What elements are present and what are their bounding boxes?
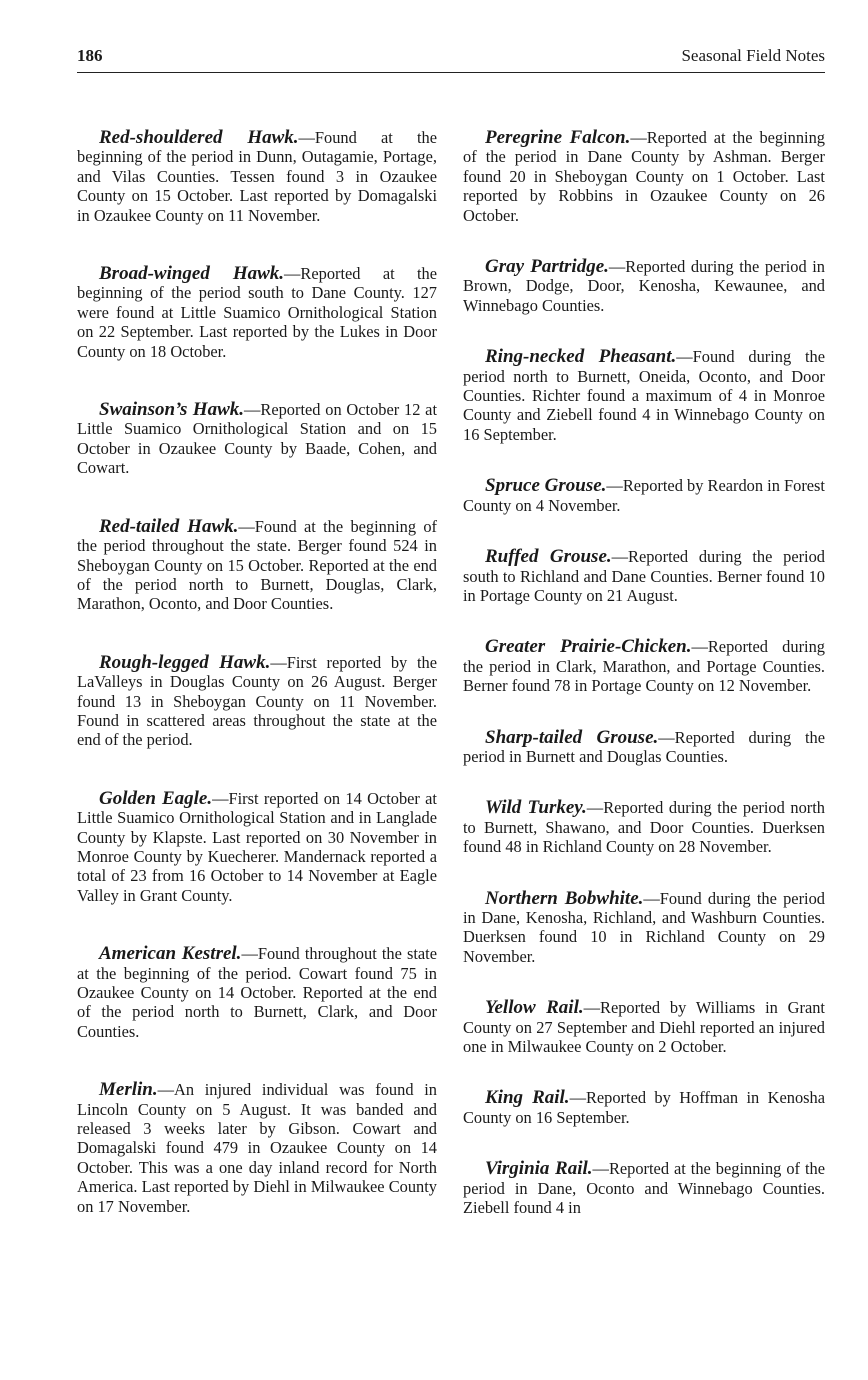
species-text: —Reported by Hoffman in Kenosha County on 16 September. — [463, 1088, 825, 1127]
species-text: —Reported by Reardon in Forest County on 4 November. — [463, 476, 825, 515]
species-entry — [463, 998, 825, 1056]
species-name: Broad-winged Hawk. — [99, 263, 285, 285]
species-text: —Reported during the period in Burnett and Douglas Counties. — [463, 727, 825, 766]
species-entry — [463, 1159, 825, 1217]
species-entry — [463, 257, 825, 315]
species-entry — [463, 728, 825, 767]
species-name: Sharp-tailed Grouse. — [485, 726, 659, 748]
species-name: Ring-necked Pheasant. — [485, 346, 677, 368]
species-text: —An injured individual was found in Lincoln County on 5 August. It was banded and released 3 weeks later by Gibson. Cowart and Domagalski found 479 in Ozaukee County on 14 October. This was a one day inland record for North America. Last reported by Diehl in Milwaukee County on 17 November. — [77, 1080, 437, 1216]
species-text: —First reported on 14 October at Little Suamico Ornithological Station and in Langlade County by Klapste. Last reported on 30 November in Monroe County by Kuecherer. Mandernack reported a total of 23 from 16 October to 14 November at Eagle Valley in Grant County. — [77, 788, 437, 905]
species-entry — [77, 264, 437, 361]
species-entry — [463, 547, 825, 605]
species-name: Rough-legged Hawk. — [99, 651, 271, 673]
species-name: Yellow Rail. — [485, 997, 584, 1019]
species-name: American Kestrel. — [99, 943, 242, 965]
species-name: Gray Partridge. — [485, 256, 609, 278]
species-text: —Reported at the beginning of the period in Dane County by Ashman. Berger found 20 in Sheboygan County on 1 October. Last reported by Robbins in Ozaukee County on 26 October. — [463, 128, 825, 225]
species-name: King Rail. — [485, 1087, 570, 1109]
running-header — [77, 46, 825, 66]
species-text: —Reported during the period north to Burnett, Shawano, and Door Counties. Duerksen found 48 in Richland County on 28 November. — [463, 798, 825, 857]
species-entry — [77, 1080, 437, 1216]
species-entry — [463, 128, 825, 225]
species-entry — [463, 637, 825, 695]
species-name: Wild Turkey. — [485, 797, 587, 819]
species-entry — [463, 476, 825, 515]
species-entry — [77, 944, 437, 1041]
species-entry — [463, 798, 825, 856]
species-text: —Reported at the beginning of the period in Dane, Oconto and Winnebago Counties. Ziebell found 4 in — [463, 1159, 826, 1218]
species-name: Red-tailed Hawk. — [99, 515, 239, 537]
species-text: —Reported by Williams in Grant County on 27 September and Diehl reported an injured one in Milwaukee County on 2 October. — [463, 998, 825, 1056]
species-name: Swainson’s Hawk. — [99, 399, 244, 421]
species-name: Northern Bobwhite. — [485, 887, 644, 909]
species-text: —First reported by the LaValleys in Douglas County on 26 August. Berger found 13 in Sheboygan County on 11 November. Found in scattered areas throughout the state at the end of the period. — [77, 652, 437, 750]
species-entry — [77, 517, 437, 614]
species-text: —Found during the period north to Burnett, Oneida, Oconto, and Door Counties. Richter found a maximum of 4 in Monroe County and Ziebell found 4 in Winnebago County on 16 September. — [463, 347, 825, 444]
species-name: Merlin. — [99, 1079, 158, 1101]
species-text: —Reported at the beginning of the period south to Dane County. 127 were found at Little Suamico Ornithological Station on 22 September. Last reported by the Lukes in Door County on 18 October. — [77, 264, 437, 361]
species-entry — [463, 889, 825, 967]
right-column — [463, 128, 825, 1249]
species-text: —Found at the beginning of the period throughout the state. Berger found 524 in Sheboygan County on 15 October. Reported at the end of the period north to Burnett, Douglas, Clark, Marathon, Oconto, and Door Counties. — [77, 516, 437, 614]
species-entry — [77, 789, 437, 905]
page-number: 186 — [77, 46, 103, 65]
species-name: Golden Eagle. — [99, 787, 213, 809]
running-title: Seasonal Field Notes — [681, 46, 825, 65]
left-column — [77, 128, 437, 1255]
species-name: Virginia Rail. — [485, 1158, 593, 1180]
species-entry — [77, 400, 437, 478]
species-name: Ruffed Grouse. — [485, 546, 612, 568]
species-text: —Found at the beginning of the period in Dunn, Outagamie, Portage, and Vilas Counties. Tessen found 3 in Ozaukee County on 15 October. Last reported by Domagalski in Ozaukee County on 11 November. — [77, 128, 438, 225]
species-text: —Reported during the period south to Richland and Dane Counties. Berner found 10 in Portage County on 21 August. — [463, 547, 825, 605]
species-name: Greater Prairie-Chicken. — [485, 636, 692, 658]
species-text: —Reported on October 12 at Little Suamico Ornithological Station and on 15 October in Ozaukee County by Baade, Cohen, and Cowart. — [77, 400, 437, 478]
species-name: Spruce Grouse. — [485, 475, 607, 497]
species-entry — [77, 653, 437, 750]
species-entry — [463, 1088, 825, 1127]
species-entry — [463, 347, 825, 444]
species-text: —Found during the period in Dane, Kenosha, Richland, and Washburn Counties. Duerksen found 10 in Richland County on 29 November. — [463, 888, 825, 966]
species-name: Peregrine Falcon. — [485, 127, 631, 148]
species-text: —Found throughout the state at the beginning of the period. Cowart found 75 in Ozaukee County on 14 October. Reported at the end of the period north to Burnett, Clark, and Door Counties. — [77, 944, 437, 1041]
species-text: —Reported during the period in Clark, Marathon, and Portage Counties. Berner found 78 in Portage County on 12 November. — [463, 637, 825, 696]
species-text: —Reported during the period in Brown, Dodge, Door, Kenosha, Kewaunee, and Winnebago Counties. — [463, 257, 825, 315]
species-name: Red-shouldered Hawk. — [99, 127, 299, 148]
species-entry — [77, 128, 437, 225]
header-rule — [77, 72, 825, 73]
